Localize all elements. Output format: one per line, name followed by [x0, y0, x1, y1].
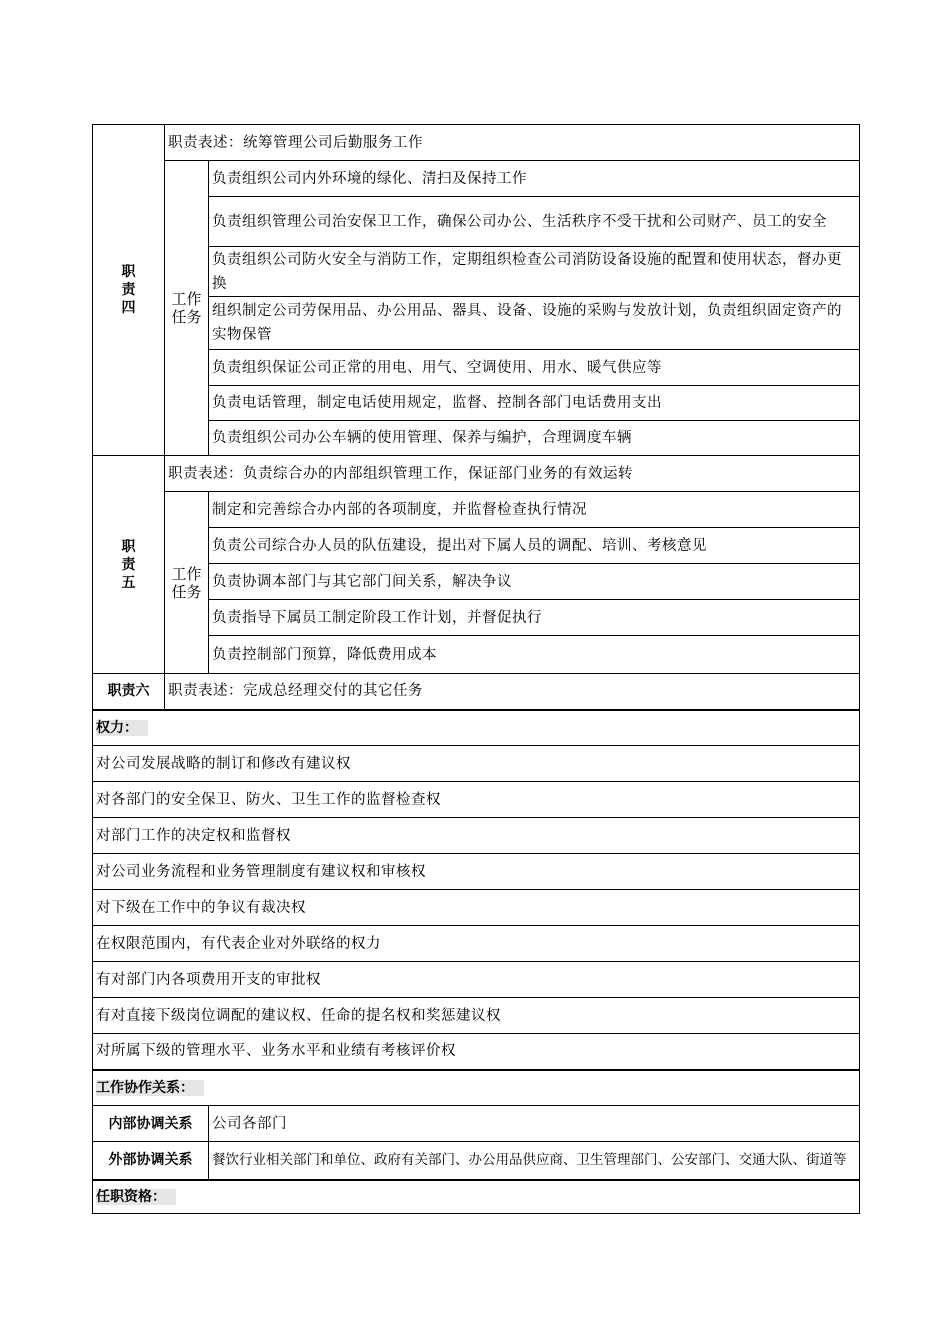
duty5-task: 负责协调本部门与其它部门间关系，解决争议 — [209, 564, 860, 600]
duty5-task-label: 工作 任务 — [165, 492, 209, 674]
authority-item: 对下级在工作中的争议有裁决权 — [93, 890, 860, 926]
duty4-task: 负责组织保证公司正常的用电、用气、空调使用、用水、暖气供应等 — [209, 350, 860, 386]
duty4-task-label: 工作 任务 — [165, 161, 209, 456]
authority-item: 有对部门内各项费用开支的审批权 — [93, 962, 860, 998]
authority-item: 对公司发展战略的制订和修改有建议权 — [93, 746, 860, 782]
duty4-task: 负责电话管理，制定电话使用规定，监督、控制各部门电话费用支出 — [209, 386, 860, 421]
duty5-label-char: 职 — [121, 538, 136, 555]
external-coordination-label: 外部协调关系 — [93, 1142, 209, 1180]
duty4-statement: 职责表述：统筹管理公司后勤服务工作 — [165, 125, 860, 161]
authority-item: 有对直接下级岗位调配的建议权、任命的提名权和奖惩建议权 — [93, 998, 860, 1034]
duty5-task: 制定和完善综合办内部的各项制度，并监督检查执行情况 — [209, 492, 860, 528]
authority-heading: 权力： — [93, 710, 860, 746]
duty5-label-char: 责 — [121, 556, 136, 573]
authority-item: 对部门工作的决定权和监督权 — [93, 818, 860, 854]
authority-item: 在权限范围内，有代表企业对外联络的权力 — [93, 926, 860, 962]
authority-item: 对所属下级的管理水平、业务水平和业绩有考核评价权 — [93, 1034, 860, 1070]
duty4-task: 负责组织公司防火安全与消防工作，定期组织检查公司消防设备设施的配置和使用状态，督办更换 — [209, 247, 860, 297]
duty4-label-char: 责 — [121, 282, 136, 298]
duty4-label-char: 职 — [121, 264, 136, 280]
cooperation-heading: 工作协作关系： — [93, 1070, 860, 1106]
duty4-label-char: 四 — [121, 300, 136, 316]
duty4-label — [93, 125, 165, 456]
duty5-task: 负责控制部门预算，降低费用成本 — [209, 636, 860, 674]
duty5-label — [93, 456, 165, 674]
qualification-heading: 任职资格： — [93, 1180, 860, 1214]
authority-item: 对各部门的安全保卫、防火、卫生工作的监督检查权 — [93, 782, 860, 818]
duty4-task: 组织制定公司劳保用品、办公用品、器具、设备、设施的采购与发放计划，负责组织固定资产的实物保管 — [209, 297, 860, 350]
duty6-label: 职责六 — [93, 674, 165, 710]
duty6-statement: 职责表述：完成总经理交付的其它任务 — [165, 674, 860, 710]
duty4-task: 负责组织管理公司治安保卫工作，确保公司办公、生活秩序不受干扰和公司财产、员工的安全 — [209, 197, 860, 247]
authority-item: 对公司业务流程和业务管理制度有建议权和审核权 — [93, 854, 860, 890]
external-coordination-value: 餐饮行业相关部门和单位、政府有关部门、办公用品供应商、卫生管理部门、公安部门、交通大队、街道等 — [209, 1142, 860, 1180]
internal-coordination-label: 内部协调关系 — [93, 1106, 209, 1142]
job-description-table — [92, 124, 860, 1214]
duty5-label-char: 五 — [121, 574, 136, 591]
duty4-task: 负责组织公司办公车辆的使用管理、保养与编护，合理调度车辆 — [209, 421, 860, 456]
duty4-task: 负责组织公司内外环境的绿化、清扫及保持工作 — [209, 161, 860, 197]
duty5-statement: 职责表述：负责综合办的内部组织管理工作，保证部门业务的有效运转 — [165, 456, 860, 492]
duty5-task: 负责公司综合办人员的队伍建设，提出对下属人员的调配、培训、考核意见 — [209, 528, 860, 564]
duty5-task: 负责指导下属员工制定阶段工作计划，并督促执行 — [209, 600, 860, 636]
internal-coordination-value: 公司各部门 — [209, 1106, 860, 1142]
